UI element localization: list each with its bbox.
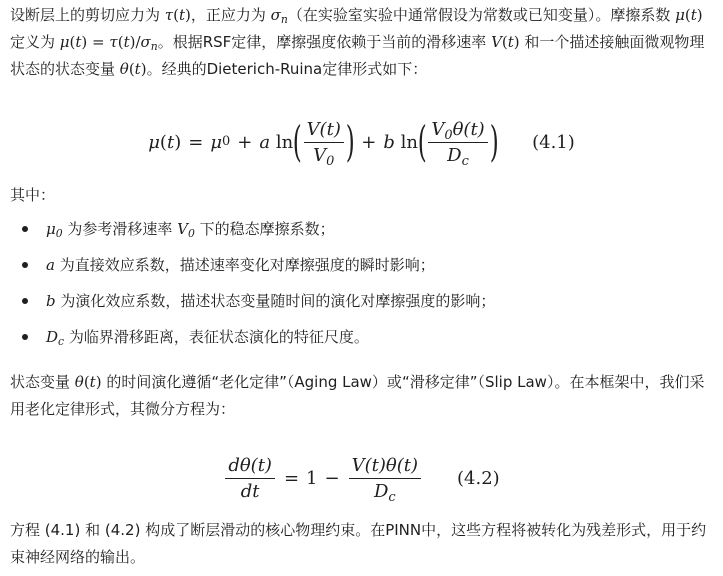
list-item: $D_c$ 为临界滑移距离，表征状态演化的特征尺度。	[10, 323, 495, 359]
math-mu: μ(t)	[675, 6, 703, 24]
math-tau: τ(t)	[164, 6, 191, 24]
intro-paragraph: 设断层上的剪切应力为 τ(t)，正应力为 $\sigma_n$（在实验室实验中通常假设为常数或已知变量）。摩擦系数 μ(t) 定义为 $\mu(t) = \tau(t)/\sigma_n$。根据RSF定律，摩擦强度依赖于当前的滑移速率 V(t) 和一个描述接触面微观物理状态的状态变量 θ(t)。经典的Dieterich-Ruina定律形式如下：	[10, 6, 705, 78]
math-velocity: V(t)	[491, 33, 520, 51]
where-label: 其中：	[10, 186, 56, 204]
equation-aging-law: $\frac{d\theta(t)}{dt}$ = 1 − $\frac{V(t)\theta(t)}{D_c}$ (4.2)	[0, 448, 723, 508]
equation-number: (4.2)	[457, 467, 500, 489]
math-theta: θ(t)	[119, 60, 147, 78]
parameter-list	[10, 215, 495, 359]
list-item: $\mu_0$ 为参考滑移速率 $V_0$ 下的稳态摩擦系数；	[10, 215, 495, 251]
list-item: b 为演化效应系数，描述状态变量随时间的演化对摩擦强度的影响；	[10, 287, 495, 323]
conclusion-paragraph: 方程 (4.1) 和 (4.2) 构成了断层滑动的核心物理约束。在PINN中，这些方程将被转化为残差形式，用于约束神经网络的输出。	[10, 521, 707, 566]
equation-dieterich-ruina: μ ( t ) = μ 0 + a ln ( $\frac{V(t)}{V_0}$ ) + b ln ( $\frac{V_0\theta(t)}{D_c}$ ) (4.1)	[148, 117, 575, 169]
evolution-paragraph: 状态变量 θ(t) 的时间演化遵循“老化定律”（Aging Law）或“滑移定律”（Slip Law）。在本框架中，我们采用老化定律形式，其微分方程为：	[10, 373, 705, 418]
list-item: a 为直接效应系数，描述速率变化对摩擦强度的瞬时影响；	[10, 251, 495, 287]
math-mu-definition: $\mu(t) = \tau(t)/\sigma_n$	[59, 33, 158, 54]
equation-number: (4.1)	[532, 131, 575, 153]
math-sigma-n: $\sigma_n$	[270, 6, 288, 27]
